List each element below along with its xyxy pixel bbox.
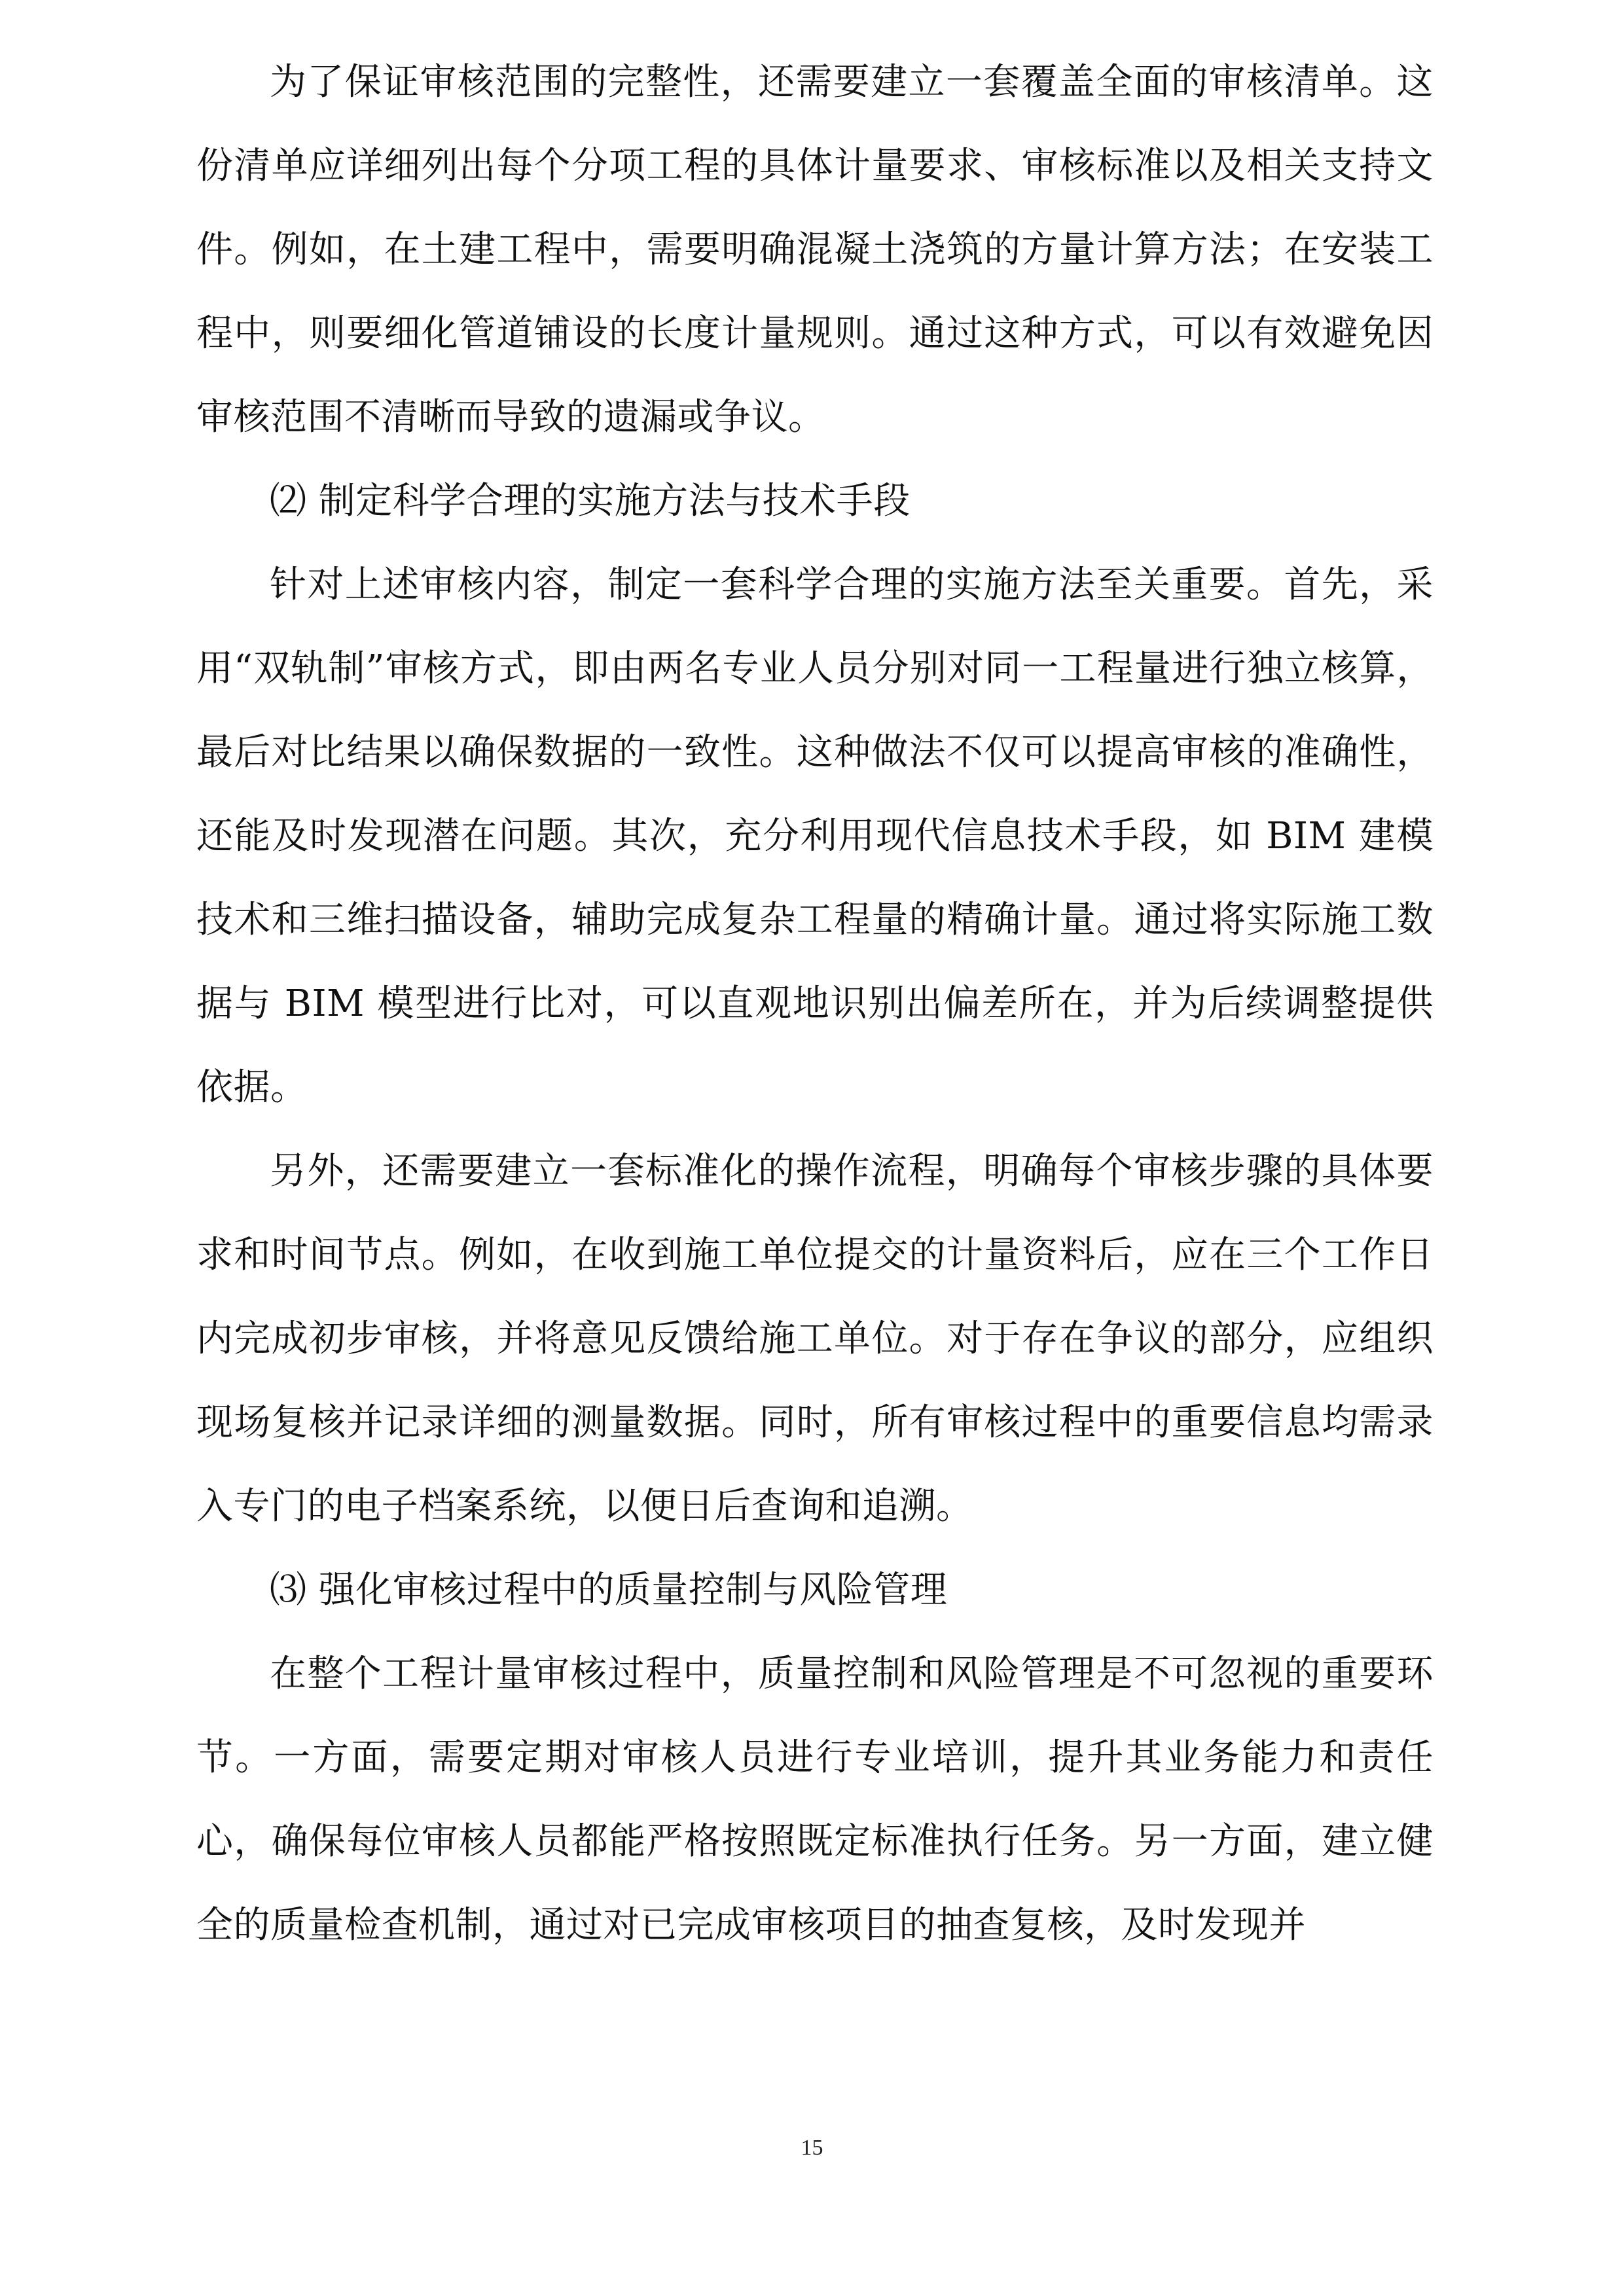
paragraph-standard-process: 另外，还需要建立一套标准化的操作流程，明确每个审核步骤的具体要求和时间节点。例如，在收到施工单位提交的计量资料后，应在三个工作日内完成初步审核，并将意见反馈给施工单位。对于存在争议的部分，应组织现场复核并记录详细的测量数据。同时，所有审核过程中的重要信息均需录入专门的电子档案系统，以便日后查询和追溯。	[196, 1150, 1434, 1528]
page-number: 15	[801, 2136, 823, 2160]
section-heading-2: ⑵ 制定科学合理的实施方法与技术手段	[270, 480, 911, 522]
document-body	[196, 41, 1434, 1967]
paragraph-audit-checklist: 为了保证审核范围的完整性，还需要建立一套覆盖全面的审核清单。这份清单应详细列出每个分项工程的具体计量要求、审核标准以及相关支持文件。例如，在土建工程中，需要明确混凝土浇筑的方量计算方法；在安装工程中，则要细化管道铺设的长度计量规则。通过这种方式，可以有效避免因审核范围不清晰而导致的遗漏或争议。	[196, 61, 1434, 439]
paragraph-implementation-methods: 针对上述审核内容，制定一套科学合理的实施方法至关重要。首先，采用“双轨制”审核方式，即由两名专业人员分别对同一工程量进行独立核算，最后对比结果以确保数据的一致性。这种做法不仅可以提高审核的准确性，还能及时发现潜在问题。其次，充分利用现代信息技术手段，如 BIM 建模技术和三维扫描设备，辅助完成复杂工程量的精确计量。通过将实际施工数据与 BIM 模型进行比对，可以直观地识别出偏差所在，并为后续调整提供依据。	[196, 564, 1434, 1109]
section-heading-3: ⑶ 强化审核过程中的质量控制与风险管理	[270, 1569, 948, 1611]
paragraph-quality-control: 在整个工程计量审核过程中，质量控制和风险管理是不可忽视的重要环节。一方面，需要定期对审核人员进行专业培训，提升其业务能力和责任心，确保每位审核人员都能严格按照既定标准执行任务。另一方面，建立健全的质量检查机制，通过对已完成审核项目的抽查复核，及时发现并	[196, 1653, 1434, 1946]
